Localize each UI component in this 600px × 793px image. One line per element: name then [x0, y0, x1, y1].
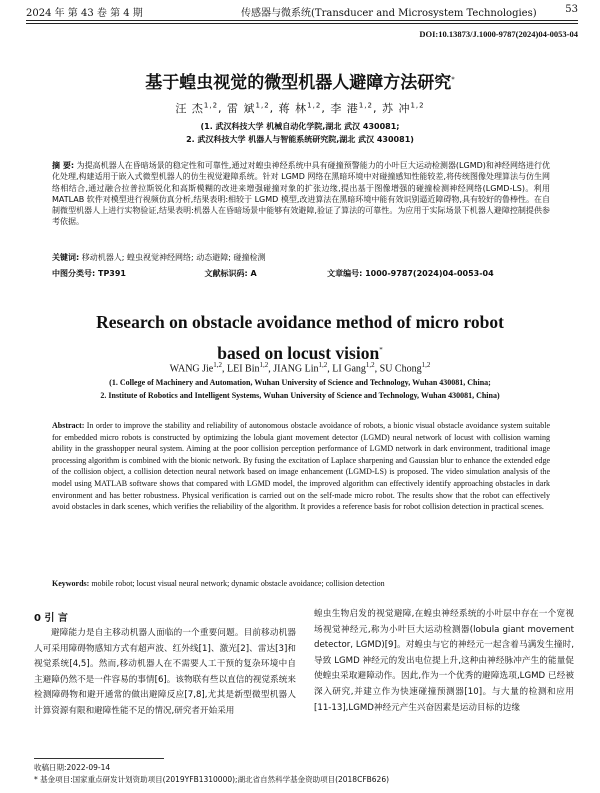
running-header [26, 2, 578, 20]
author-en: WANG Jie [169, 363, 214, 375]
title-cn-mark: * [451, 75, 455, 84]
authors-en: WANG Jie$^{1,2}$, LEI Bin$^{1,2}$, JIANG Lin$^{1,2}$, LI Gang$^{1,2}$, SU Chong$^{1,2}$ [169, 361, 431, 375]
header-rule [26, 20, 578, 21]
title-cn [0, 68, 600, 93]
affiliation-cn-1: (1. 武汉科技大学 机械自动化学院,湖北 武汉 430081; [200, 122, 400, 131]
page-number: 53 [565, 4, 578, 15]
abstract-en-text: In order to improve the stability and reliability of autonomous obstacle avoidance of robots, a bionic visual obstacle avoidance system suitable for embedded micro robots is constructed by optimizing the lobula giant movement detector (LGMD) neural network of locust with collision warning ability in the grasshopper neural system. Aiming at the poor collision perception performance of LGMD network in dark environment, traditional image processing algorithm is combined with the bionic network. By fusing the excitation of Laplace sharpening and Gaussian blur to enhance the extended edge of the collision object, a collision detection neural network based on image enhancement (LGMD-LS) is proposed. The video simulation analysis of the model using MATLAB software shows that compared with LGMD model, the improved algorithm can effectively identify approaching obstacles in dark environment and has better robustness. Physical verification is carried out on the self-made micro robot. The results show that the robot can effectively avoid obstacles in dark scenes, which verifies the reliability of the algorithm. It provides a reference basis for robot collision detection in practical scenes. [52, 421, 550, 512]
author-en: LEI Bin [227, 363, 260, 375]
author-en: LI Gang [332, 363, 366, 375]
classification-line [52, 268, 550, 279]
footnote-rule [34, 758, 164, 759]
journal-issue: 2024 年 第 43 卷 第 4 期 [26, 8, 143, 19]
journal-name: 传感器与微系统(Transducer and Microsystem Technologies) [241, 8, 537, 19]
abstract-cn-text: 为提高机器人在昏暗场景的稳定性和可靠性,通过对蝗虫神经系统中具有碰撞预警能力的小叶巨大运动检测器(LGMD)和神经网络进行优化处理,构建适用于嵌入式微型机器人的仿生视觉避障系统。针对 LGMD 网络在黑暗环境中对碰撞感知性能较差,将传统图像处理算法与仿生网络相结合,通过融合拉普拉斯锐化和高斯模糊的改进来增强碰撞对象的扩张边缘,提出基于图像增强的碰撞检测神经网络(LGMD-LS)。利用 MATLAB 软件对模型进行视频仿真分析,结果表明:相较于 LGMD 模型,改进算法在黑暗环境中能有效识别逼近障碍物,具有较好的鲁棒性。在自制微型机器人上进行实物验证,结果表明:机器人在昏暗场景中能够有效避障,验证了算法的可靠性。为应用于实际场景下机器人避障控制提供参考依据。 [52, 161, 551, 227]
author-cn: 李 港 [330, 102, 359, 115]
author-cn: 汪 杰 [175, 102, 204, 115]
abstract-cn-label: 摘 要: [52, 161, 75, 170]
keywords-cn [52, 252, 550, 263]
title-cn-text: 基于蝗虫视觉的微型机器人避障方法研究 [145, 73, 452, 93]
clc-number: 中图分类号: TP391 [52, 269, 127, 278]
keywords-en [52, 579, 550, 588]
affiliation-en-1: (1. College of Machinery and Automation, Wuhan University of Science and Technology, Wuhan 430081, China; [109, 378, 491, 387]
title-en-line-1: Research on obstacle avoidance method of micro robot [96, 312, 504, 332]
title-en-line-2: based on locust vision [217, 342, 380, 363]
affiliation-en-2: 2. Institute of Robotics and Intelligent Systems, Wuhan University of Science and Technology, Wuhan 430081, China) [100, 391, 500, 400]
title-en [0, 308, 600, 367]
body-column-right: 蝗虫生物启发的视觉避障,在蝗虫神经系统的小叶层中存在一个宽视场视觉神经元,称为小叶巨大运动检测器(lobula giant movement detector, LGMD)[9]。对蝗虫与它的神经元一起含着马满发生撞时,导致 LGMD 神经元的发出电位提上升,这种由神经脉冲产生的能量促使蝗虫采取避障动作。因此,作为一个优秀的避障选项,LGMD 已经被深入研究,并建立作为快速碰撞预测器[10]。与大量的检测和应用[11-13],LGMD神经元产生兴奋因素是运动目标的边缘 [314, 609, 574, 713]
section-heading: 0 引 言 [34, 613, 68, 624]
author-en: JIANG Lin [273, 363, 319, 375]
received-date: 收稿日期:2022-09-14 [34, 763, 111, 772]
doi: DOI:10.13873/J.1000-9787(2024)04-0053-04 [419, 29, 578, 39]
author-cn: 苏 冲 [381, 102, 411, 115]
article-number: 文章编号: 1000-9787(2024)04-0053-04 [327, 269, 494, 278]
affiliation-cn-2: 2. 武汉科技大学 机器人与智能系统研究院,湖北 武汉 430081) [186, 135, 414, 144]
body-column-left: 避障能力是自主移动机器人面临的一个重要问题。目前移动机器人可采用障碍物感知方式有超声波、红外线[1]、激光[2]、雷达[3]和视觉系统[4,5]。然而,移动机器人在不需要人工干预的复杂环境中自主避障仍然不是一件容易的事情[6]。该物联有些以直信的视觉系统来检测障碍物和避开通常的做出避障反应[7,8],尤其是新型微型机器人计算资源有限和避障性能不足的情况,研究者开始采用 [34, 628, 296, 716]
abstract-en [52, 420, 550, 513]
keywords-cn-label: 关键词: [52, 253, 80, 262]
fund-note: * 基金项目:国家重点研发计划资助项目(2019YFB1310000);湖北省自然科学基金资助项目(2018CFB626) [34, 775, 390, 784]
abstract-en-label: Abstract: [52, 421, 85, 430]
authors-cn: 汪 杰$^{1,2}$, 雷 斌$^{1,2}$, 蒋 林$^{1,2}$, 李 港$^{1,2}$, 苏 冲$^{1,2}$ [175, 101, 425, 115]
author-en: SU Chong [379, 363, 422, 375]
footnote [34, 762, 389, 786]
document-code: 文献标识码: A [204, 269, 257, 278]
keywords-en-label: Keywords: [52, 579, 90, 588]
keywords-en-text: mobile robot; locust visual neural network; dynamic obstacle avoidance; collision detection [91, 579, 385, 588]
author-cn: 蒋 林 [278, 102, 308, 115]
author-cn: 雷 斌 [227, 102, 256, 115]
title-en-mark: * [379, 346, 383, 354]
keywords-cn-text: 移动机器人; 蝗虫视觉神经网络; 动态避障; 碰撞检测 [81, 253, 266, 262]
abstract-cn [52, 160, 550, 228]
header-rule-2 [26, 23, 578, 24]
